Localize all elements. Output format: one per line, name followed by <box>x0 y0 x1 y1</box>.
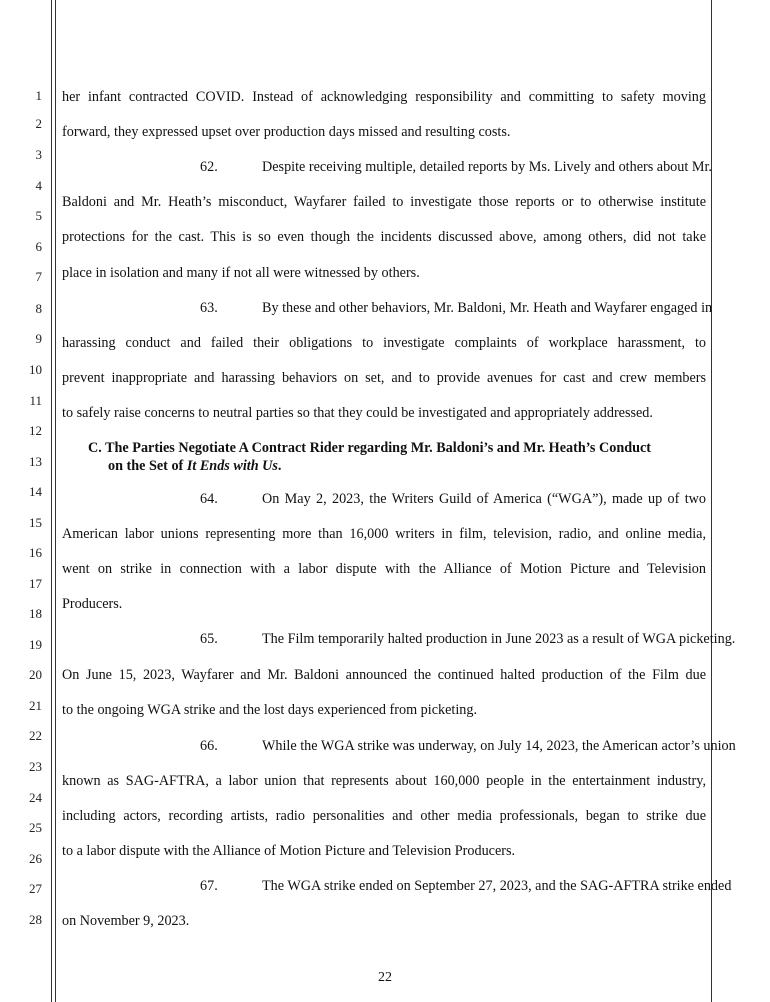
line-number: 1 <box>35 88 42 103</box>
line-number: 21 <box>29 698 42 713</box>
paragraph-number: 62. <box>200 159 218 175</box>
line-number: 12 <box>29 423 42 438</box>
line-number: 19 <box>29 637 42 652</box>
text-line: known as SAG-AFTRA, a labor union that represents about 160,000 people in the entertainment industry, <box>62 773 706 789</box>
film-title: It Ends with Us <box>186 458 278 474</box>
left-margin-rule <box>51 0 52 1002</box>
line-number: 13 <box>29 454 42 469</box>
text-line: to a labor dispute with the Alliance of Motion Picture and Television Producers. <box>62 843 516 859</box>
paragraph-number: 67. <box>200 878 218 894</box>
paragraph-number: 63. <box>200 300 218 316</box>
section-heading: C. The Parties Negotiate A Contract Rider regarding Mr. Baldoni’s and Mr. Heath’s Conduct <box>88 440 652 456</box>
paragraph-64-first-line <box>62 490 706 508</box>
line-number: 27 <box>29 881 42 896</box>
text-line: on November 9, 2023. <box>62 913 190 929</box>
text-line: protections for the cast. This is so even though the incidents discussed above, among others, did not take <box>62 229 706 245</box>
line-number: 15 <box>29 515 42 530</box>
paragraph-number: 64. <box>200 491 218 507</box>
line-number: 7 <box>35 269 42 284</box>
paragraph-63-first-line <box>62 299 713 317</box>
line-number: 28 <box>29 912 42 927</box>
paragraph-66-first-line <box>62 737 736 755</box>
paragraph-number: 66. <box>200 738 218 754</box>
heading-text: on the Set of <box>108 458 187 474</box>
line-number: 26 <box>29 851 42 866</box>
line-number: 24 <box>29 790 42 805</box>
text-line: to the ongoing WGA strike and the lost days experienced from picketing. <box>62 702 478 718</box>
line-number: 3 <box>35 147 42 162</box>
text-line: On May 2, 2023, the Writers Guild of America (“WGA”), made up of two <box>262 491 706 507</box>
line-number: 20 <box>29 667 42 682</box>
paragraph-number: 65. <box>200 631 218 647</box>
line-number: 14 <box>29 484 42 499</box>
right-margin-rule <box>711 0 712 1002</box>
text-line: The Film temporarily halted production in June 2023 as a result of WGA picketing. <box>262 631 736 647</box>
line-number: 6 <box>35 239 42 254</box>
text-line: On June 15, 2023, Wayfarer and Mr. Baldoni announced the continued halted production of the Film due <box>62 667 706 683</box>
line-number: 23 <box>29 759 42 774</box>
text-line: her infant contracted COVID. Instead of acknowledging responsibility and committing to safety moving <box>62 89 706 105</box>
line-number: 4 <box>35 178 42 193</box>
left-margin-rule-inner <box>55 0 56 1002</box>
paragraph-65-first-line <box>62 630 736 648</box>
text-line: went on strike in connection with a labor dispute with the Alliance of Motion Picture and Television <box>62 561 706 577</box>
line-number: 11 <box>29 393 42 408</box>
section-heading-continued <box>108 457 281 475</box>
paragraph-67-first-line <box>62 877 732 895</box>
text-line: Baldoni and Mr. Heath’s misconduct, Wayfarer failed to investigate those reports or to otherwise institute <box>62 194 706 210</box>
text-line: to safely raise concerns to neutral parties so that they could be investigated and appropriately addressed. <box>62 405 653 421</box>
line-number: 8 <box>35 301 42 316</box>
line-number: 18 <box>29 606 42 621</box>
text-line: including actors, recording artists, radio personalities and other media professionals, began to strike due <box>62 808 706 824</box>
page-number: 22 <box>378 970 392 985</box>
text-line: harassing conduct and failed their obligations to investigate complaints of workplace harassment, to <box>62 335 706 351</box>
text-line: The WGA strike ended on September 27, 2023, and the SAG-AFTRA strike ended <box>262 878 732 894</box>
line-number: 25 <box>29 820 42 835</box>
text-line: By these and other behaviors, Mr. Baldoni, Mr. Heath and Wayfarer engaged in <box>262 300 713 316</box>
text-line: place in isolation and many if not all were witnessed by others. <box>62 265 420 281</box>
line-number: 10 <box>29 362 42 377</box>
line-number: 16 <box>29 545 42 560</box>
line-number: 22 <box>29 728 42 743</box>
text-line: Despite receiving multiple, detailed reports by Ms. Lively and others about Mr. <box>262 159 712 175</box>
line-number: 5 <box>35 208 42 223</box>
text-line: Producers. <box>62 596 123 612</box>
heading-period: . <box>277 458 282 474</box>
line-number: 17 <box>29 576 42 591</box>
paragraph-62-first-line <box>62 158 712 176</box>
text-line: American labor unions representing more than 16,000 writers in film, television, radio, and online media, <box>62 526 706 542</box>
text-line: While the WGA strike was underway, on July 14, 2023, the American actor’s union <box>262 738 736 754</box>
line-number: 9 <box>35 331 42 346</box>
text-line: forward, they expressed upset over production days missed and resulting costs. <box>62 124 511 140</box>
text-line: prevent inappropriate and harassing behaviors on set, and to provide avenues for cast and crew members <box>62 370 706 386</box>
line-number: 2 <box>35 116 42 131</box>
